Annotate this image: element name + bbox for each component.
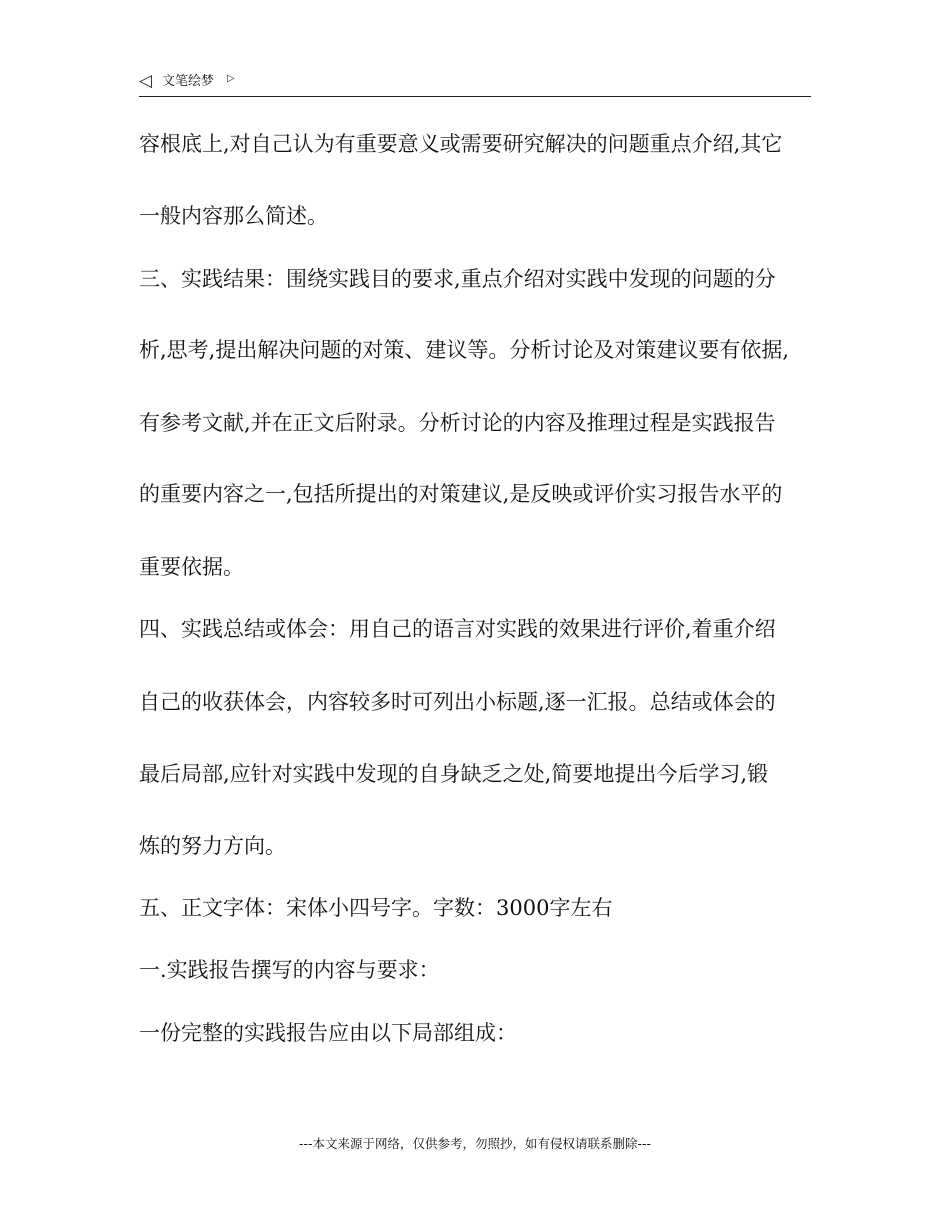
body-line: 最后局部,应针对实践中发现的自身缺乏之处,简要地提出今后学习,锻 [139, 762, 769, 786]
body-line: 五、正文字体：宋体小四号字。字数：3000字左右 [139, 896, 613, 920]
body-line: 有参考文献,并在正文后附录。分析讨论的内容及推理过程是实践报告 [139, 411, 776, 435]
body-line: 容根底上,对自己认为有重要意义或需要研究解决的问题重点介绍,其它 [139, 132, 783, 156]
body-line: 三、实践结果：围绕实践目的要求,重点介绍对实践中发现的问题的分 [139, 267, 776, 291]
triangle-left-icon: ◁ [139, 71, 153, 91]
body-line: 的重要内容之一,包括所提出的对策建议,是反映或评价实习报告水平的 [139, 482, 783, 506]
body-line: 一.实践报告撰写的内容与要求： [139, 958, 440, 982]
body-line: 自己的收获体会，内容较多时可列出小标题,逐一汇报。总结或体会的 [139, 690, 776, 714]
header-title: 文笔绘梦 [162, 74, 215, 89]
footer-disclaimer: ---本文来源于网络，仅供参考，勿照抄，如有侵权请联系删除--- [298, 1136, 652, 1151]
body-line: 四、实践总结或体会：用自己的语言对实践的效果进行评价,着重介绍 [139, 617, 776, 641]
body-line: 炼的努力方向。 [139, 834, 286, 858]
body-line: 一般内容那么简述。 [139, 204, 328, 228]
body-line: 重要依据。 [139, 555, 244, 579]
body-line: 析,思考,提出解决问题的对策、建议等。分析讨论及对策建议要有依据, [139, 338, 790, 362]
triangle-right-icon: ▷ [227, 73, 235, 84]
page-header [139, 68, 811, 97]
body-line: 一份完整的实践报告应由以下局部组成： [139, 1021, 517, 1045]
